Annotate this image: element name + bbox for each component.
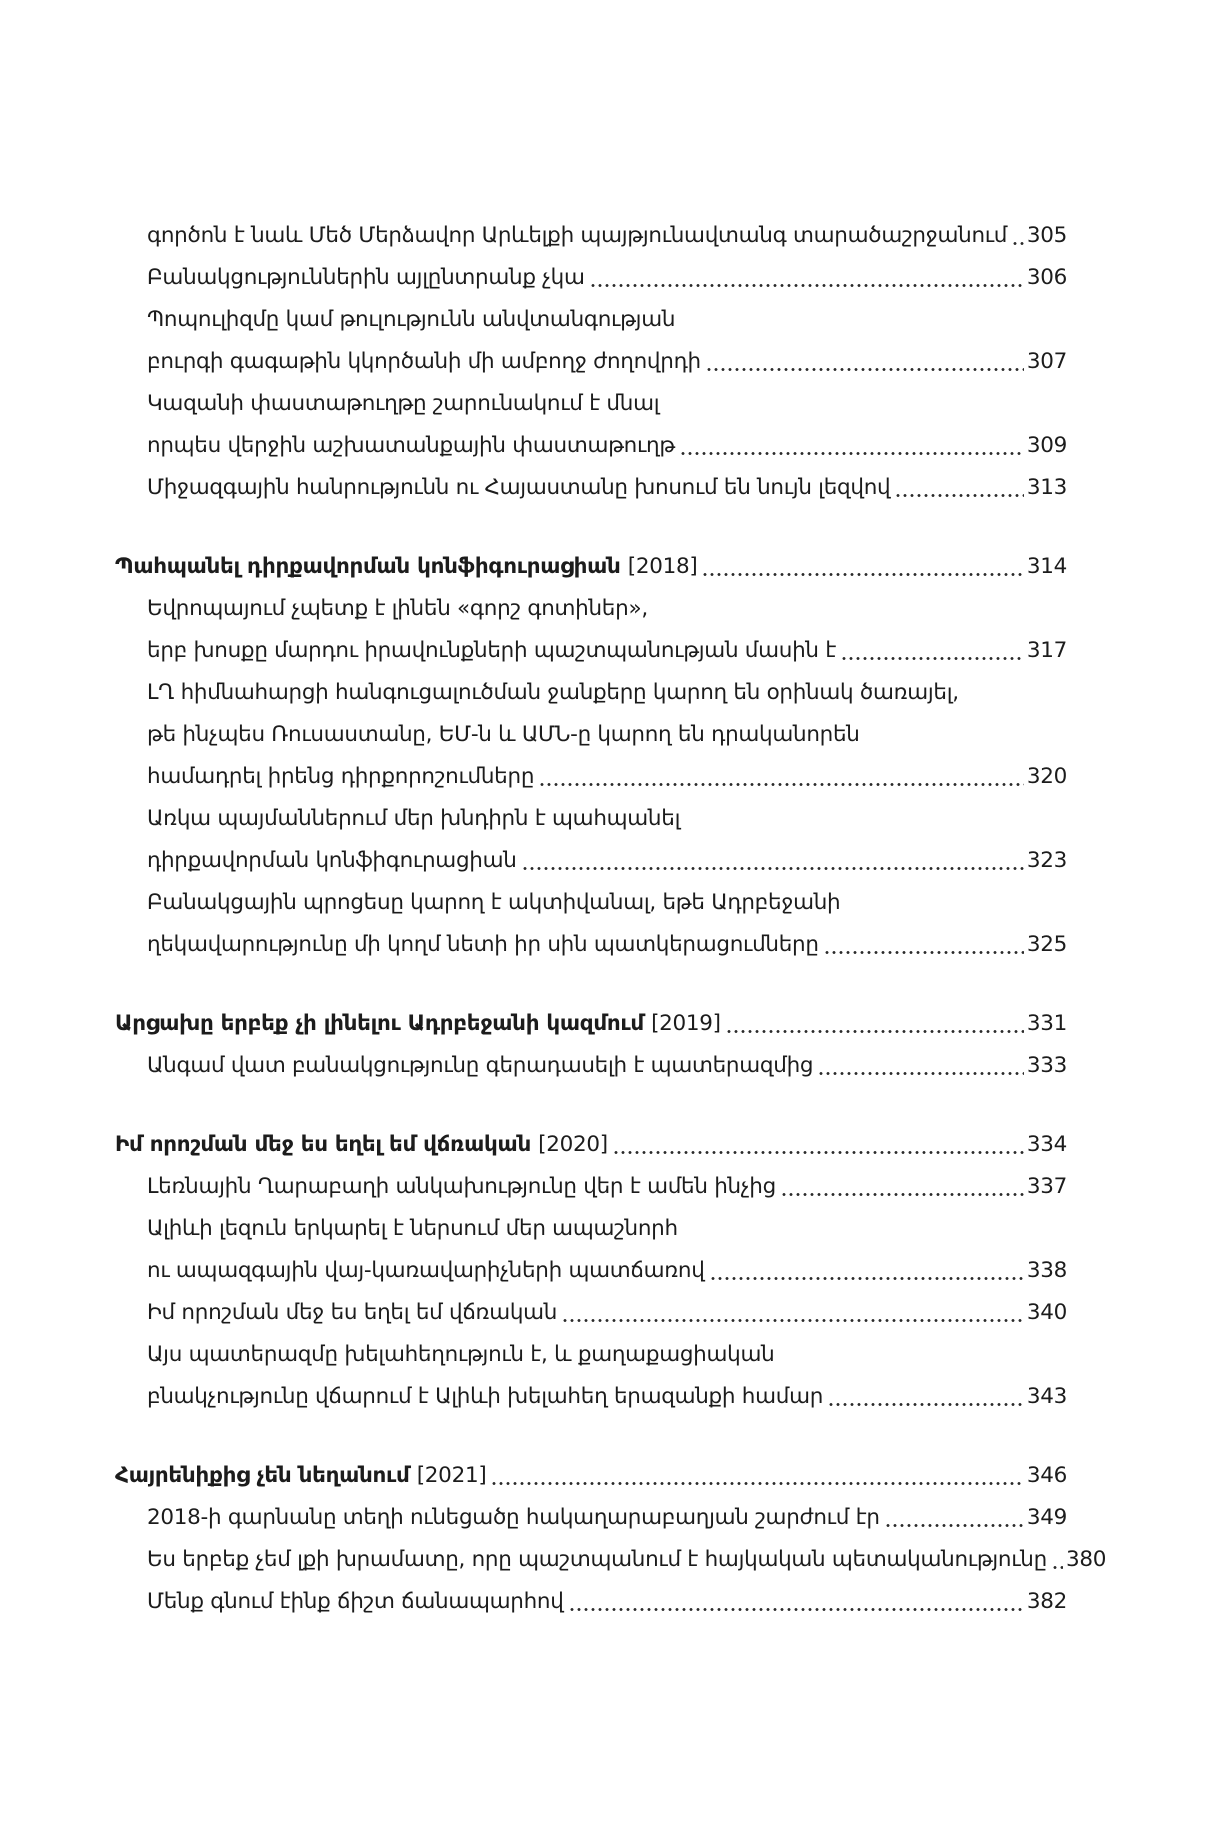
toc-entry [147,924,1067,966]
toc-entry [147,1497,1067,1539]
page-number: 323 [1026,848,1067,873]
entry-text: Առկա պայմաններում մեր խնդիրն է պահպանել [147,806,681,831]
entry-text: Լեռնային Ղարաբաղի անկախությունը վեր է ամեն ինչից [147,1174,776,1199]
toc-entry [147,798,1067,840]
page-number: 325 [1026,932,1067,957]
entry-text: բուրգի գագաթին կկործանի մի ամբողջ ժողովրդի [147,349,701,374]
toc-heading [115,546,1067,588]
page-number: 320 [1026,764,1067,789]
page-number: 382 [1026,1589,1067,1614]
dot-leader [681,452,1024,455]
toc-entry [147,1250,1067,1292]
entry-text: Անգամ վատ բանակցությունը գերադասելի է պատերազմից [147,1053,814,1078]
entry-text: Ալիևի լեզուն երկարել է ներսում մեր ապաշնորհ [147,1216,678,1241]
dot-leader [707,368,1024,371]
page-number: 338 [1026,1258,1067,1283]
dot-leader [842,657,1024,660]
toc-section [115,1124,1067,1418]
entry-text: համադրել իրենց դիրքորոշումները [147,764,535,789]
dot-leader [727,1030,1024,1033]
dot-leader [819,1072,1024,1075]
page-number: 343 [1026,1384,1067,1409]
heading-title: Հայրենիքից չեն նեղանում [115,1463,410,1488]
toc-entry [147,1376,1067,1418]
entry-text: Կազանի փաստաթուղթը շարունակում է մնալ [147,391,660,416]
entry-text: Այս պատերազմը խելահեղություն է, և քաղաքացիական [147,1342,775,1367]
entry-text: Եվրոպայում չպետք է լինեն «գորշ գոտիներ», [147,596,648,621]
page-number: 309 [1026,433,1067,458]
page-number: 313 [1026,475,1067,500]
toc-entry [147,756,1067,798]
entry-text: 2018-ի գարնանը տեղի ունեցածը հակաղարաբաղյան շարժում էր [147,1505,880,1530]
page-number: 331 [1026,1011,1067,1036]
toc-entry [147,840,1067,882]
toc-entry [147,1166,1067,1208]
toc-entry [147,383,1067,425]
dot-leader [896,494,1023,497]
dot-leader [825,951,1024,954]
dot-leader [1053,1566,1063,1569]
toc-entry [147,588,1067,630]
entry-text: գործոն է նաև Մեծ Մերձավոր Արևելքի պայթյունավտանգ տարածաշրջանում [147,223,1008,248]
dot-leader [1013,242,1024,245]
entry-text: Իմ որոշման մեջ ես եղել եմ վճռական [147,1300,558,1325]
dot-leader [563,1319,1024,1322]
heading-text [115,546,697,588]
heading-text [115,1455,486,1497]
page-number: 346 [1026,1463,1067,1488]
entry-text: ղեկավարությունը մի կողմ նետի իր սին պատկերացումները [147,932,819,957]
page-number: 349 [1026,1505,1067,1530]
heading-title: Իմ որոշման մեջ ես եղել եմ վճռական [115,1132,531,1157]
page-number: 333 [1026,1053,1067,1078]
entry-text: երբ խոսքը մարդու իրավունքների պաշտպանության մասին է [147,638,837,663]
entry-text: դիրքավորման կոնֆիգուրացիան [147,848,517,873]
entry-text: Մենք գնում էինք ճիշտ ճանապարհով [147,1589,564,1614]
dot-leader [886,1524,1024,1527]
toc-entry [147,1539,1107,1581]
entry-text: Բանակցություններին այլընտրանք չկա [147,265,585,290]
entry-text: Ես երբեք չեմ լքի խրամատը, որը պաշտպանում է հայկական պետականությունը [147,1547,1047,1572]
toc-section [115,1003,1067,1087]
dot-leader [492,1482,1023,1485]
entry-text: Բանակցային պրոցեսը կարող է ակտիվանալ, եթե Ադրբեջանի [147,890,841,915]
toc-entry [147,630,1067,672]
toc-entry [147,882,1067,924]
toc-entry [147,1292,1067,1334]
entry-text: ԼՂ հիմնահարցի հանգուցալուծման ջանքերը կարող են օրինակ ծառայել, [147,680,959,705]
page-number: 306 [1026,265,1067,290]
dot-leader [614,1151,1024,1154]
heading-year: [2018] [627,554,698,579]
heading-year: [2020] [538,1132,608,1157]
toc-entry [147,215,1067,257]
dot-leader [570,1608,1024,1611]
entry-text: թե ինչպես Ռուսաստանը, ԵՄ-ն և ԱՄՆ-ը կարող են դրականորեն [147,722,860,747]
toc-section [115,546,1067,966]
dot-leader [591,284,1024,287]
toc-entry [147,299,1067,341]
entry-text: որպես վերջին աշխատանքային փաստաթուղթ [147,433,675,458]
toc-entry [147,1581,1067,1623]
toc-heading [115,1455,1067,1497]
toc-heading [115,1124,1067,1166]
heading-title: Պահպանել դիրքավորման կոնֆիգուրացիան [115,554,621,579]
heading-text [115,1003,721,1045]
toc-entry [147,1045,1067,1087]
heading-text [115,1124,608,1166]
entry-text: բնակչությունը վճարում է Ալիևի խելահեղ երազանքի համար [147,1384,824,1409]
dot-leader [711,1277,1024,1280]
dot-leader [703,573,1023,576]
entry-text: Պոպուլիզմը կամ թուլությունն անվտանգության [147,307,676,332]
heading-year: [2019] [651,1011,721,1036]
page-number: 314 [1026,554,1067,579]
page-number: 337 [1026,1174,1067,1199]
dot-leader [523,867,1024,870]
page-number: 305 [1026,223,1067,248]
toc-entry [147,672,1067,714]
entry-text: Միջազգային հանրությունն ու Հայաստանը խոսում են նույն լեզվով [147,475,891,500]
heading-title: Արցախը երբեք չի լինելու Ադրբեջանի կազմում [115,1011,644,1036]
page-number: 317 [1026,638,1067,663]
toc-entry [147,425,1067,467]
dot-leader [829,1403,1024,1406]
toc-entry [147,467,1067,509]
page-number: 334 [1026,1132,1067,1157]
entry-text: ու ապազգային վայ-կառավարիչների պատճառով [147,1258,705,1283]
page-number: 340 [1026,1300,1067,1325]
page-number: 380 [1065,1547,1107,1572]
toc-entry [147,1334,1067,1376]
toc-section [115,1455,1107,1623]
toc-entry [147,341,1067,383]
toc-section [115,215,1067,509]
dot-leader [782,1193,1024,1196]
toc-heading [115,1003,1067,1045]
toc-entry [147,1208,1067,1250]
heading-year: [2021] [416,1463,487,1488]
dot-leader [540,783,1024,786]
toc-entry [147,714,1067,756]
page-number: 307 [1026,349,1067,374]
toc-entry [147,257,1067,299]
